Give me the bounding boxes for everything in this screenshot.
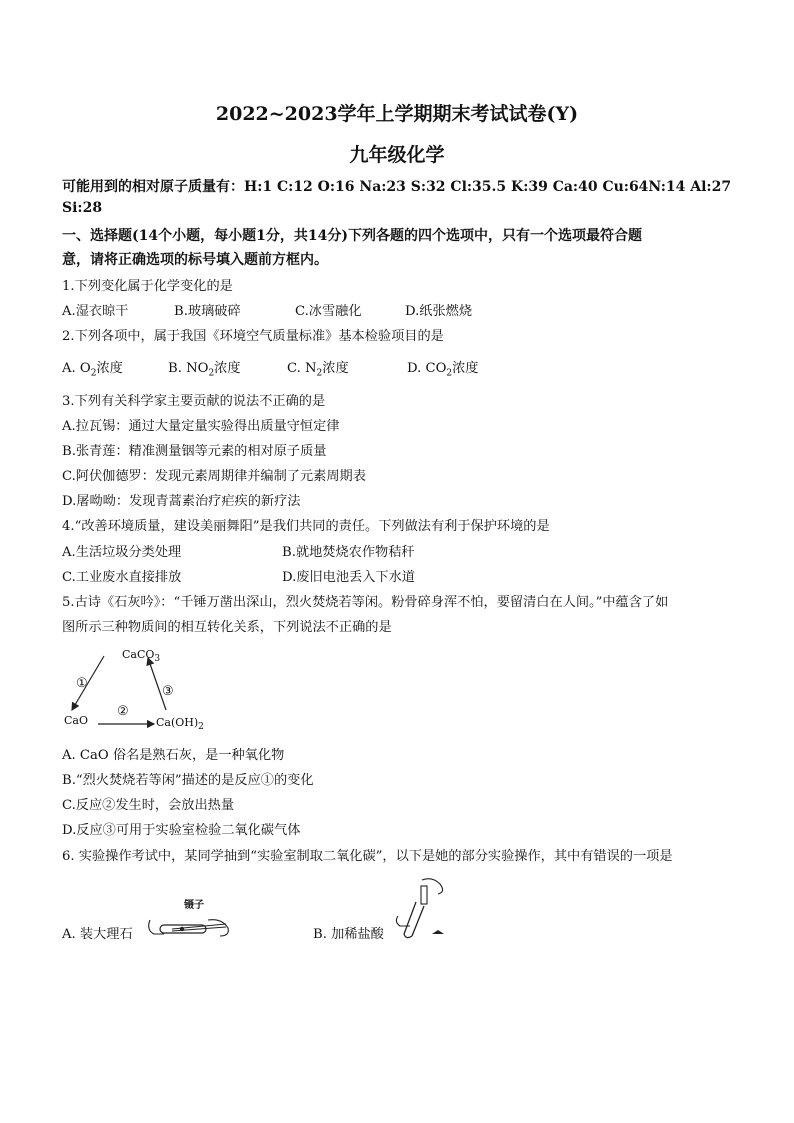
q1-option-a: A.湿衣晾干 bbox=[62, 304, 129, 319]
q2-stem: 2.下列各项中，属于我国《环境空气质量标准》基本检验项目的是 bbox=[62, 329, 444, 344]
q1-option-d: D.纸张燃烧 bbox=[405, 304, 473, 319]
label-step1: ① bbox=[76, 676, 88, 691]
q1-option-b: B.玻璃破碎 bbox=[174, 304, 241, 319]
q3-option-d: D.屠呦呦：发现青蒿素治疗疟疾的新疗法 bbox=[62, 494, 301, 509]
q4-option-a: A.生活垃圾分类处理 bbox=[62, 545, 182, 560]
q6-option-b-label: B. 加稀盐酸 bbox=[313, 927, 384, 942]
dropper-tube-drawing bbox=[392, 876, 452, 942]
q4-option-b: B.就地焚烧农作物秸秆 bbox=[282, 545, 415, 560]
q3-option-a: A.拉瓦锡：通过大量定量实验得出质量守恒定律 bbox=[62, 419, 340, 434]
q5-stem-line2: 图所示三种物质间的相互转化关系，下列说法不正确的是 bbox=[62, 620, 392, 635]
q5-option-c: C.反应②发生时，会放出热量 bbox=[62, 798, 235, 813]
q4-option-c: C.工业废水直接排放 bbox=[62, 570, 182, 585]
q3-stem: 3.下列有关科学家主要贡献的说法不正确的是 bbox=[62, 394, 326, 409]
q4-stem: 4.“改善环境质量，建设美丽舞阳”是我们共同的责任。下列做法有利于保护环境的是 bbox=[62, 519, 550, 534]
label-step2: ② bbox=[117, 704, 129, 719]
exam-subtitle: 九年级化学 bbox=[349, 144, 445, 166]
q3-option-b: B.张青莲：精准测量铟等元素的相对原子质量 bbox=[62, 444, 327, 459]
label-step3: ③ bbox=[162, 684, 174, 699]
q2-option-a: A. $O_2$浓度 bbox=[62, 361, 123, 379]
section1-instructions-line1: 一、选择题(14个小题，每小题1分，共14分)下列各题的四个选项中，只有一个选项最符合题 bbox=[62, 228, 642, 244]
atomic-mass-line1: 可能用到的相对原子质量有：H:1 C:12 O:16 Na:23 S:32 Cl:35.5 K:39 Ca:40 Cu:64N:14 Al:27 bbox=[62, 179, 732, 195]
label-cao: CaO bbox=[64, 714, 88, 727]
exam-title: 2022~2023学年上学期期末考试试卷(Y) bbox=[215, 103, 579, 125]
q5-option-b: B.“烈火焚烧若等闲”描述的是反应①的变化 bbox=[62, 773, 314, 788]
q2-option-b: B. $NO_2$浓度 bbox=[168, 361, 241, 379]
q3-option-c: C.阿伏伽德罗：发现元素周期律并编制了元素周期表 bbox=[62, 469, 366, 484]
reaction-cycle-diagram bbox=[62, 644, 212, 740]
q1-option-c: C.冰雪融化 bbox=[295, 304, 362, 319]
q2-option-d: D. $CO_2$浓度 bbox=[407, 361, 479, 379]
q1-stem: 1.下列变化属于化学变化的是 bbox=[62, 279, 233, 294]
q6-option-a-label: A. 装大理石 bbox=[62, 927, 133, 942]
atomic-mass-line2: Si:28 bbox=[62, 200, 103, 216]
acid-dropper-figure bbox=[392, 876, 452, 942]
q4-option-d: D.废旧电池丢入下水道 bbox=[282, 570, 415, 585]
q5-option-d: D.反应③可用于实验室检验二氧化碳气体 bbox=[62, 823, 301, 838]
label-caco3: CaCO$_3$ bbox=[122, 648, 161, 665]
q2-option-c: C. $N_2$浓度 bbox=[287, 361, 349, 379]
q6-stem: 6. 实验操作考试中，某同学抽到“实验室制取二氧化碳”，以下是她的部分实验操作，其中有错误的一项是 bbox=[62, 849, 673, 864]
tweezers-tube-figure bbox=[142, 896, 234, 940]
label-caoh2: $Ca(OH)_2$ bbox=[156, 716, 204, 733]
section1-instructions-line2: 意，请将正确选项的标号填入题前方框内。 bbox=[62, 252, 328, 268]
tweezers-label: 镊子 bbox=[184, 900, 204, 911]
q5-stem-line1: 5.古诗《石灰吟》：“千锤万凿出深山，烈火焚烧若等闲。粉骨碎身浑不怕，要留清白在人间。”中蕴含了如 bbox=[62, 595, 669, 610]
q5-option-a: A. CaO 俗名是熟石灰，是一种氧化物 bbox=[62, 748, 285, 763]
